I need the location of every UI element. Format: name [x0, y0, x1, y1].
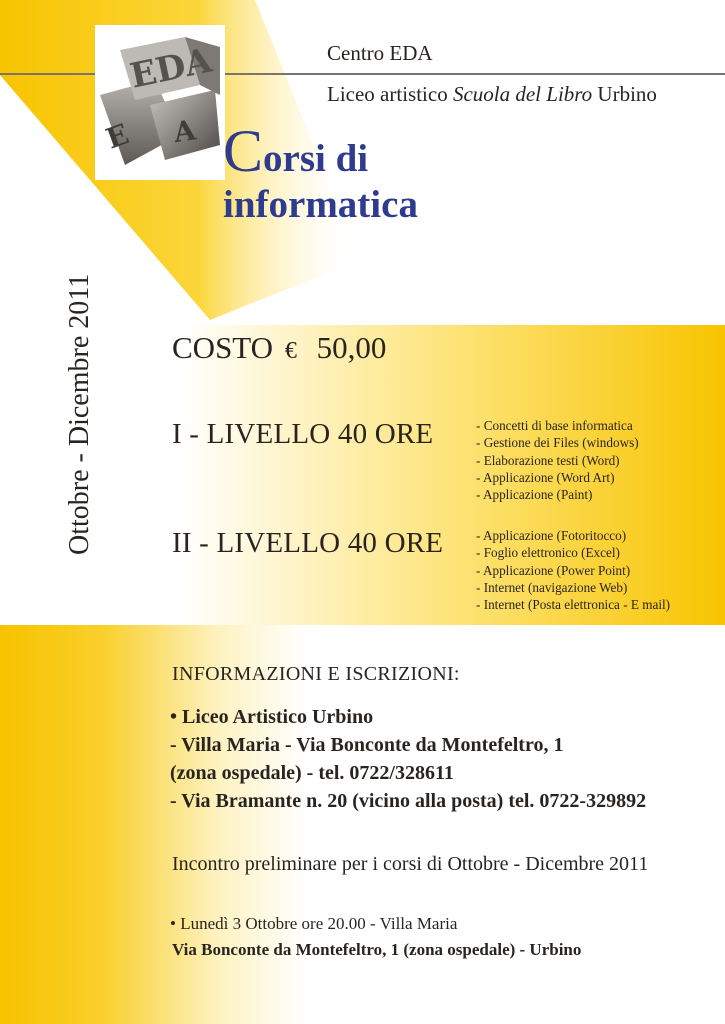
school-prefix: Liceo artistico	[327, 82, 448, 106]
topic-item: - Internet (Posta elettronica - E mail)	[476, 597, 671, 613]
metal-type-photo	[95, 25, 225, 180]
school-italic-name: Scuola del Libro	[452, 82, 593, 106]
topic-item: - Concetti di base informatica	[476, 418, 633, 433]
info-heading: INFORMAZIONI E ISCRIZIONI:	[172, 663, 460, 685]
metal-type-illustration	[95, 25, 225, 180]
meeting-date: • Lunedì 3 Ottobre ore 20.00 - Villa Maria	[170, 914, 458, 933]
topic-item: - Applicazione (Word Art)	[476, 469, 615, 485]
title-line-2: informatica	[223, 183, 418, 226]
page-title	[223, 118, 418, 228]
title-line-1-rest: orsi di	[263, 137, 369, 180]
cost-label: COSTO	[172, 330, 274, 365]
school-city: Urbino	[597, 82, 657, 106]
level-2-topics	[476, 527, 670, 613]
level-2-title: II - LIVELLO 40 ORE	[172, 527, 444, 559]
level-1-title: I - LIVELLO 40 ORE	[172, 418, 434, 450]
course-period: Ottobre - Dicembre 2011	[64, 273, 95, 555]
info-line: (zona ospedale) - tel. 0722/328611	[170, 762, 454, 784]
topic-item: - Applicazione (Fotoritocco)	[476, 528, 627, 543]
cost-amount: 50,00	[316, 330, 387, 365]
title-line-1	[223, 118, 418, 184]
title-initial: C	[223, 118, 264, 184]
svg-text:EDA: EDA	[126, 40, 216, 97]
meeting-intro: Incontro preliminare per i corsi di Ottobre - Dicembre 2011	[172, 853, 649, 875]
topic-item: - Applicazione (Power Point)	[476, 562, 631, 578]
school-name	[327, 82, 657, 107]
info-line: - Villa Maria - Via Bonconte da Montefeltro, 1	[170, 734, 564, 756]
topic-item: - Elaborazione testi (Word)	[476, 452, 620, 468]
topic-item: - Applicazione (Paint)	[476, 487, 593, 503]
cost-line	[172, 330, 386, 366]
meeting-address: Via Bonconte da Montefeltro, 1 (zona ospedale) - Urbino	[172, 940, 582, 959]
info-line: - Via Bramante n. 20 (vicino alla posta) tel. 0722-329892	[170, 790, 647, 812]
svg-text:E: E	[101, 117, 134, 156]
level-1-topics	[476, 417, 639, 503]
topic-item: - Gestione dei Files (windows)	[476, 435, 639, 451]
topic-item: - Foglio elettronico (Excel)	[476, 545, 620, 561]
topic-item: - Internet (navigazione Web)	[476, 579, 628, 595]
organization-name: Centro EDA	[327, 41, 433, 65]
svg-text:A: A	[171, 113, 198, 150]
info-line: • Liceo Artistico Urbino	[170, 706, 374, 728]
cost-currency: €	[284, 338, 297, 364]
